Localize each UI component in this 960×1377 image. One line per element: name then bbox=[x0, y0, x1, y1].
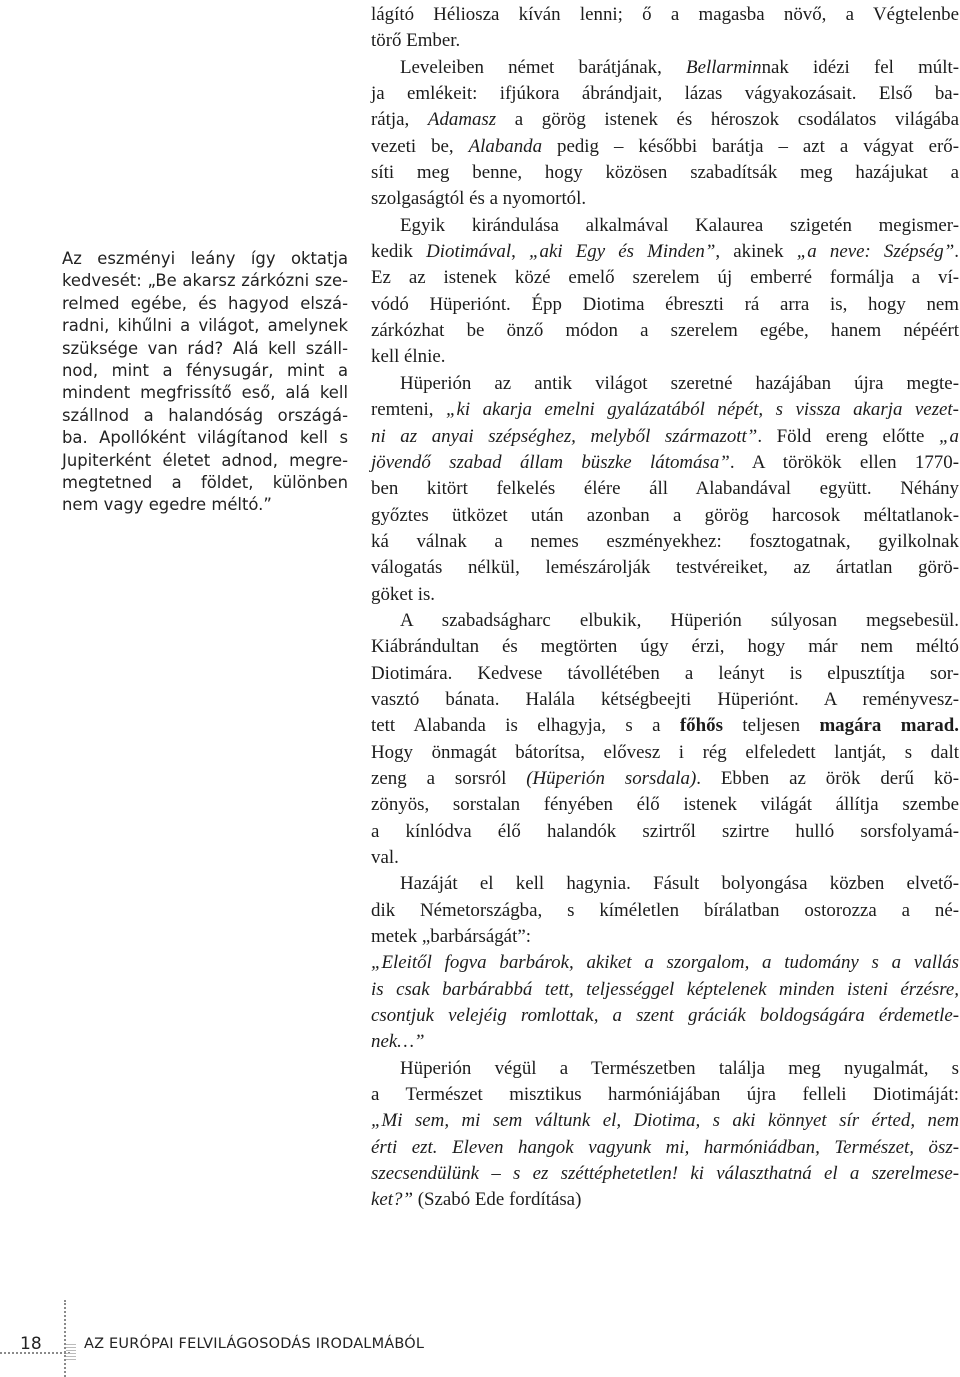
body-line: zönyös, sorstalan fényében élő istenek világát állítja szembe bbox=[371, 794, 959, 816]
sidebar-line: megtetned a földet, különben bbox=[62, 473, 348, 493]
body-line: Hüperión az antik világot szeretné hazájában újra megte- bbox=[400, 372, 959, 394]
quote-line: csontjuk velejéig romlottak, a szent gráciák boldogságára érdemetle- bbox=[371, 1005, 959, 1027]
body-line: Hüperión végül a Természetben találja meg nyugalmát, s bbox=[400, 1057, 959, 1079]
body-line: Hazáját el kell hagynia. Fásult bolyongása közben elvető- bbox=[400, 873, 959, 895]
body-line: ká válnak a nemes eszményekhez: fosztogatnak, gyilkolnak bbox=[371, 530, 959, 552]
body-line: zárkózhat be önző módon a szerelem egébe, hanem népéért bbox=[371, 320, 959, 342]
sidebar-line: Jupiterként életet adnod, megre- bbox=[62, 450, 348, 470]
footer-ornament bbox=[66, 1342, 76, 1360]
sidebar-line: mindent megfrissítő eső, alá kell bbox=[62, 383, 348, 403]
body-line: Diotimára. Kedvese távollétében a leányt is elpusztítja sor- bbox=[371, 662, 959, 684]
body-line: győztes ütközet után azonban a görög harcosok méltatlanok- bbox=[371, 504, 959, 526]
quote-line: is csak barbárabbá tett, teljességgel képtelenek minden isteni érzésre, bbox=[371, 978, 959, 1000]
main-text bbox=[371, 2, 959, 1214]
body-line: A szabadságharc elbukik, Hüperión súlyosan megsebesül. bbox=[400, 609, 959, 631]
page-footer bbox=[0, 1300, 960, 1377]
body-line: vódó Hüperiónt. Épp Diotima ébreszti rá arra is, hogy nem bbox=[371, 293, 959, 315]
quote-line: nek…” bbox=[371, 1031, 425, 1053]
sidebar-quote bbox=[62, 248, 348, 517]
quote-line: ket?” (Szabó Ede fordítása) bbox=[371, 1189, 582, 1211]
body-line: metek „barbárságát”: bbox=[371, 926, 531, 948]
body-line: zeng a sorsról (Hüperión sorsdala). Ebben az örök derű kö- bbox=[371, 767, 959, 789]
sidebar-line: relmed egébe, és hagyod elszá- bbox=[62, 293, 348, 313]
body-line: val. bbox=[371, 847, 399, 868]
body-line: lágító Héliosza kíván lenni; ő a magasba növő, a Végtelenbe bbox=[371, 4, 959, 25]
body-line: rátja, Adamasz a görög istenek és héroszok csodálatos világába bbox=[371, 109, 959, 131]
body-line: törő Ember. bbox=[371, 30, 461, 52]
sidebar-line: szüksége van rád? Alá kell száll- bbox=[62, 338, 348, 358]
body-line: a kínlódva élő halandók szirtről szirtre hulló sorsfolyamá- bbox=[371, 820, 959, 842]
quote-line: „Mi sem, mi sem váltunk el, Diotima, s aki könnyet sír érted, nem bbox=[371, 1110, 959, 1132]
page-number: 18 bbox=[20, 1334, 42, 1354]
sidebar-line: nem vagy egedre méltó.” bbox=[62, 495, 272, 515]
body-line: Ez az istenek közé emelő szerelem új emberré formálja a ví- bbox=[371, 267, 959, 289]
body-line: jövendő szabad állam büszke látomása”. A törökök ellen 1770- bbox=[371, 451, 959, 473]
body-line: dik Németországba, s kíméletlen bírálatban ostorozza a né- bbox=[371, 899, 959, 921]
body-line: ni az anyai szépséghez, melyből származott”. Föld ereng előtte „a bbox=[371, 425, 959, 447]
body-line: vasztó bánata. Halála kétségbeejti Hüperiónt. A reményvesz- bbox=[371, 688, 959, 710]
body-line: tett Alabanda is elhagyja, s a főhős teljesen magára marad. bbox=[371, 715, 959, 737]
body-line: kell élnie. bbox=[371, 346, 446, 368]
body-line: Egyik kirándulása alkalmával Kalaurea szigetén megismer- bbox=[400, 214, 959, 236]
body-line: válogatás nélkül, lemészárolják testvéreiket, az ártatlan görö- bbox=[371, 557, 959, 579]
body-line: Leveleiben német barátjának, Bellarminnak idézi fel múlt- bbox=[400, 56, 959, 78]
quote-line: szecsendülünk – s ez széttéphetetlen! ki választhatná el a szerelmese- bbox=[371, 1163, 959, 1185]
body-line: szolgaságtól és a nyomortól. bbox=[371, 188, 587, 210]
sidebar-line: szállnod a halandóság országá- bbox=[62, 405, 348, 425]
sidebar-line: Az eszményi leány így oktatja bbox=[62, 249, 348, 268]
sidebar-line: radni, kihűlni a világot, amelynek bbox=[62, 316, 348, 336]
body-line: Hogy önmagát bátorítsa, elővesz i rég elfeledett lantját, s dalt bbox=[371, 741, 959, 763]
body-line: Kiábrándultan és megtörten úgy érzi, hogy már nem méltó bbox=[371, 636, 959, 658]
body-line: göket is. bbox=[371, 583, 436, 605]
body-line: vezeti be, Alabanda pedig – későbbi barátja – azt a vágyat erő- bbox=[371, 135, 959, 157]
quote-line: „Eleitől fogva barbárok, akiket a szorgalom, a tudomány s a vallás bbox=[371, 952, 959, 974]
quote-line: érti ezt. Eleven hangok vagyunk mi, harmóniádban, Természet, ösz- bbox=[371, 1136, 959, 1158]
body-line: remteni, „ki akarja emelni gyalázatából népét, s vissza akarja vezet- bbox=[371, 399, 959, 421]
sidebar-line: kedvesét: „Be akarsz zárkózni sze- bbox=[62, 271, 348, 291]
body-line: ja emlékeit: ifjúkora ábrándjait, lázas vágyakozásait. Első ba- bbox=[371, 83, 959, 105]
body-line: a Természet misztikus harmóniájában újra felleli Diotimáját: bbox=[371, 1084, 959, 1106]
running-title: AZ EURÓPAI FELVILÁGOSODÁS IRODALMÁBÓL bbox=[84, 1336, 425, 1352]
sidebar-line: ba. Apollóként világítanod kell s bbox=[62, 428, 348, 448]
body-line: kedik Diotimával, „aki Egy és Minden”, akinek „a neve: Szépség”. bbox=[371, 241, 959, 263]
body-line: síti meg benne, hogy közösen szabadítsák meg hazájukat a bbox=[371, 162, 959, 184]
footer-divider-vertical bbox=[64, 1300, 66, 1377]
sidebar-line: nod, mint a fénysugár, mint a bbox=[62, 361, 348, 381]
body-line: ben kitört felkelés élére áll Alabandával együtt. Néhány bbox=[371, 478, 959, 500]
